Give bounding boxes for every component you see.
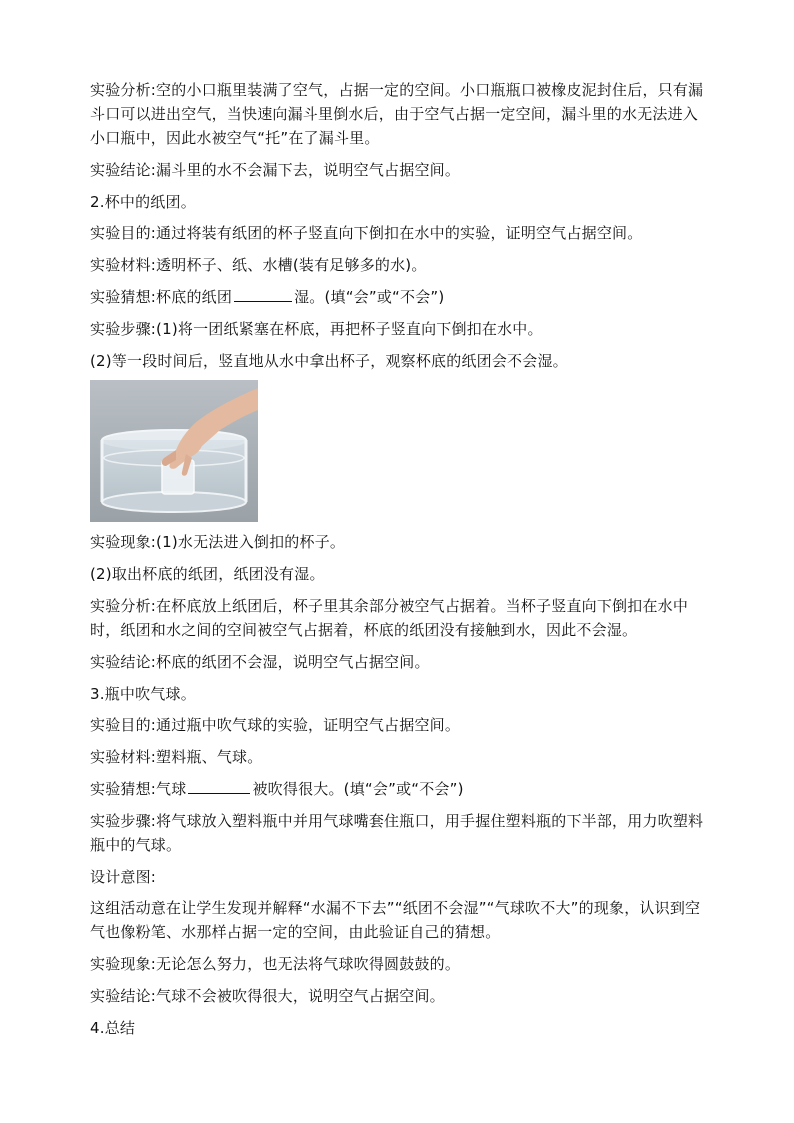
observation-balloon: 实验现象:无论怎么努力，也无法将气球吹得圆鼓鼓的。: [90, 955, 461, 974]
conclusion-funnel: 实验结论:漏斗里的水不会漏下去，说明空气占据空间。: [90, 160, 461, 179]
hypothesis-paper-in-cup: [90, 285, 712, 309]
materials-paper-in-cup: 实验材料:透明杯子、纸、水槽(装有足够多的水)。: [90, 256, 427, 275]
hypothesis-suffix: 湿。(填“会”或“不会”): [294, 287, 445, 306]
fill-in-blank: [188, 777, 250, 794]
section-title-summary: 4.总结: [90, 1018, 136, 1037]
observation-1-paper-in-cup: 实验现象:(1)水无法进入倒扣的杯子。: [90, 533, 346, 552]
hypothesis-prefix: 实验猜想:气球: [90, 779, 187, 798]
document-page: [90, 78, 712, 1048]
section-title-paper-in-cup: 2.杯中的纸团。: [90, 192, 196, 211]
observation-2-paper-in-cup: (2)取出杯底的纸团，纸团没有湿。: [90, 565, 325, 584]
hypothesis-balloon: [90, 777, 712, 801]
experiment-photo: [90, 380, 258, 522]
fill-in-blank: [234, 285, 292, 302]
design-intent-text: 这组活动意在让学生发现并解释“水漏不下去”“纸团不会湿”“气球吹不大”的现象，认识到空气也像粉笔、水那样占据一定的空间，由此验证自己的猜想。: [90, 899, 701, 942]
section-title-balloon: 3.瓶中吹气球。: [90, 684, 196, 703]
step-1-paper-in-cup: 实验步骤:(1)将一团纸紧塞在杯底，再把杯子竖直向下倒扣在水中。: [90, 319, 543, 338]
design-intent-heading: 设计意图:: [90, 867, 157, 886]
step-2-paper-in-cup: (2)等一段时间后，竖直地从水中拿出杯子，观察杯底的纸团会不会湿。: [90, 351, 568, 370]
purpose-paper-in-cup: 实验目的:通过将装有纸团的杯子竖直向下倒扣在水中的实验，证明空气占据空间。: [90, 224, 643, 243]
hypothesis-prefix: 实验猜想:杯底的纸团: [90, 287, 233, 306]
conclusion-balloon: 实验结论:气球不会被吹得很大，说明空气占据空间。: [90, 986, 445, 1005]
analysis-paper-in-cup: 实验分析:在杯底放上纸团后，杯子里其余部分被空气占据着。当杯子竖直向下倒扣在水中时，纸团和水之间的空间被空气占据着，杯底的纸团没有接触到水，因此不会湿。: [90, 596, 689, 639]
conclusion-paper-in-cup: 实验结论:杯底的纸团不会湿，说明空气占据空间。: [90, 652, 430, 671]
hypothesis-suffix: 被吹得很大。(填“会”或“不会”): [252, 779, 464, 798]
steps-balloon: 实验步骤:将气球放入塑料瓶中并用气球嘴套住瓶口，用手握住塑料瓶的下半部，用力吹塑料瓶中的气球。: [90, 811, 704, 854]
analysis-funnel: 实验分析:空的小口瓶里装满了空气，占据一定的空间。小口瓶瓶口被橡皮泥封住后，只有漏斗口可以进出空气，当快速向漏斗里倒水后，由于空气占据一定空间，漏斗里的水无法进入小口瓶中，因此水被空气“托”在了漏斗里。: [90, 81, 704, 147]
materials-balloon: 实验材料:塑料瓶、气球。: [90, 748, 263, 767]
purpose-balloon: 实验目的:通过瓶中吹气球的实验，证明空气占据空间。: [90, 716, 461, 735]
